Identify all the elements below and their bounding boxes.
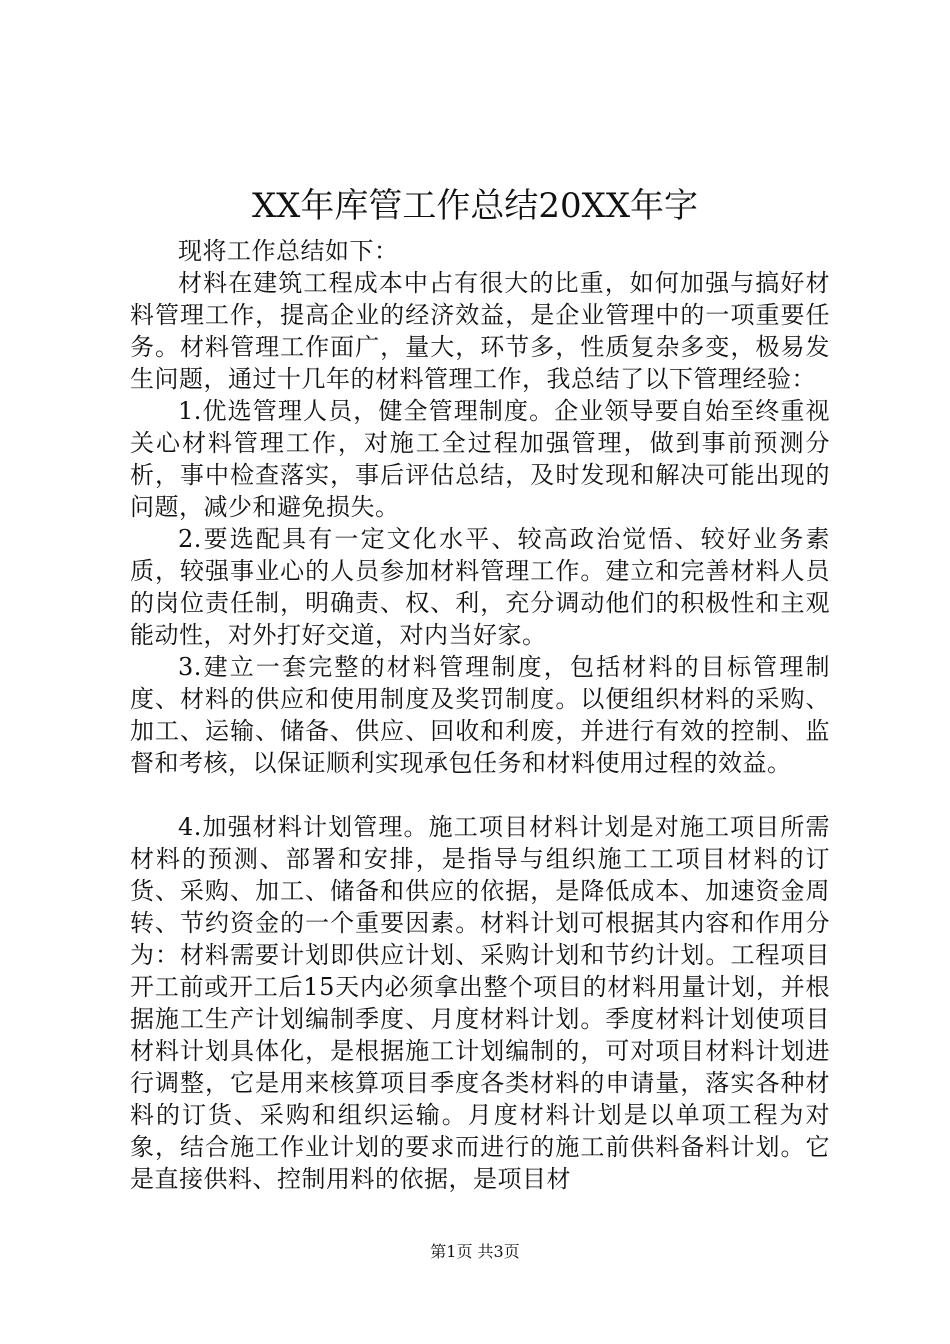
paragraph-item-3: 3.建立一套完整的材料管理制度，包括材料的目标管理制度、材料的供应和使用制度及奖罚制度。以便组织材料的采购、加工、运输、储备、供应、回收和利废，并进行有效的控制、监督和考核，以保证顺利实现承包任务和材料使用过程的效益。 [130, 653, 830, 777]
paragraph-item-4: 4.加强材料计划管理。施工项目材料计划是对施工项目所需材料的预测、部署和安排，是指导与组织施工工项目材料的订货、采购、加工、储备和供应的依据，是降低成本、加速资金周转、节约资金的一个重要因素。材料计划可根据其内容和作用分为：材料需要计划即供应计划、采购计划和节约计划。工程项目开工前或开工后15天内必须拿出整个项目的材料用量计划，并根据施工生产计划编制季度、月度材料计划。季度材料计划使项目材料计划具体化，是根据施工计划编制的，可对项目材料计划进行调整，它是用来核算项目季度各类材料的申请量，落实各种材料的订货、采购和组织运输。月度材料计划是以单项工程为对象，结合施工作业计划的要求而进行的施工前供料备料计划。它是直接供料、控制用料的依据，是项目材 [130, 813, 830, 1193]
page-footer: 第1页 共3页 [430, 1242, 520, 1261]
document-body [130, 235, 830, 1195]
paragraph-overview: 材料在建筑工程成本中占有很大的比重，如何加强与搞好材料管理工作，提高企业的经济效益，是企业管理中的一项重要任务。材料管理工作面广，量大，环节多，性质复杂多变，极易发生问题，通过十几年的材料管理工作，我总结了以下管理经验： [130, 269, 830, 393]
paragraph-spacer [130, 779, 830, 811]
paragraph-item-1: 1.优选管理人员，健全管理制度。企业领导要自始至终重视关心材料管理工作，对施工全过程加强管理，做到事前预测分析，事中检查落实，事后评估总结，及时发现和解决可能出现的问题，减少和避免损失。 [130, 397, 830, 521]
paragraph-item-2: 2.要选配具有一定文化水平、较高政治觉悟、较好业务素质，较强事业心的人员参加材料管理工作。建立和完善材料人员的岗位责任制，明确责、权、利，充分调动他们的积极性和主观能动性，对外打好交道，对内当好家。 [130, 525, 830, 649]
paragraph-intro: 现将工作总结如下： [178, 237, 399, 265]
document-title: XX年库管工作总结20XX年字 [251, 186, 699, 226]
